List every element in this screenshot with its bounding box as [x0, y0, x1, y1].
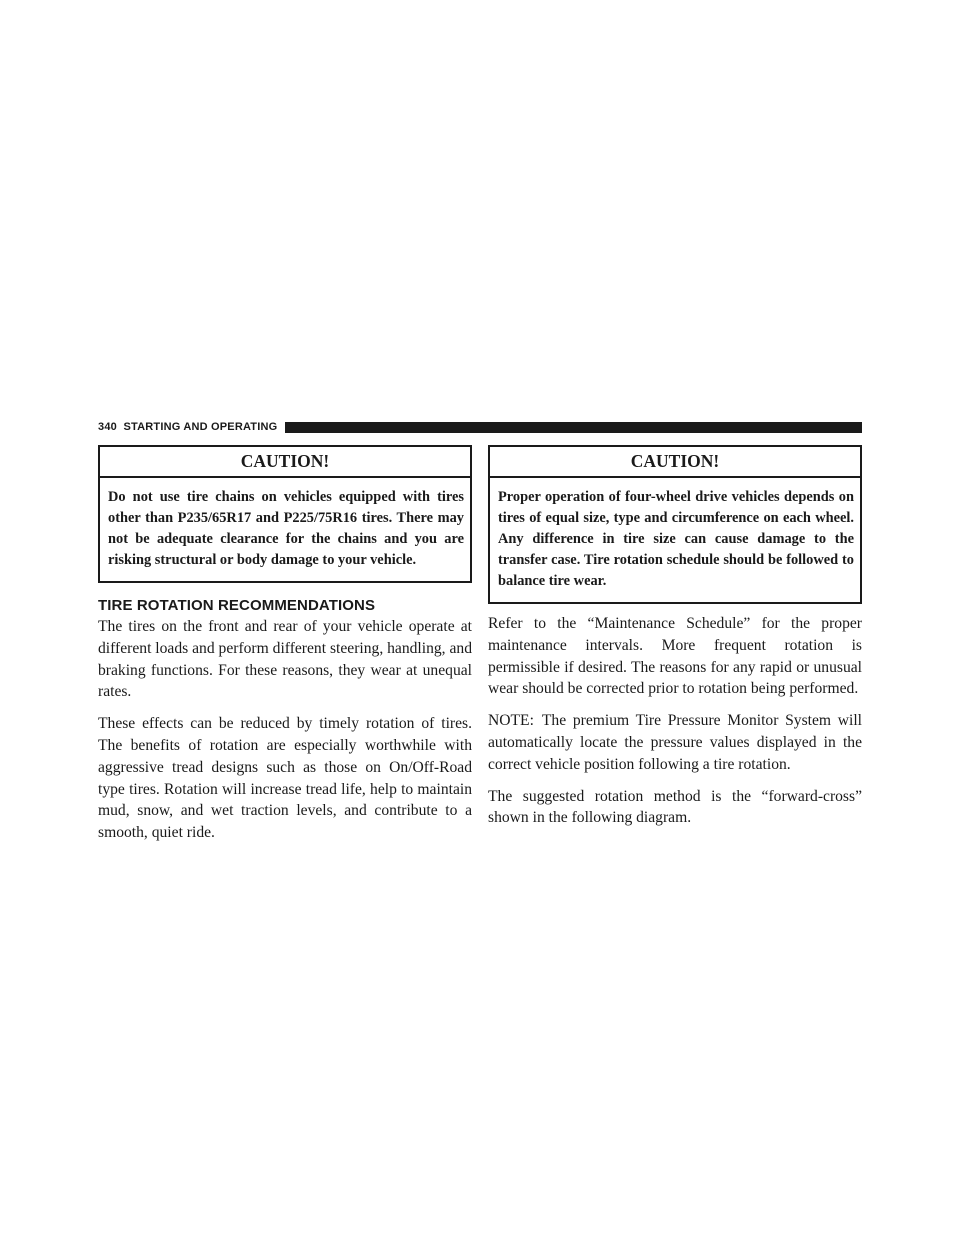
note-text: The premium Tire Pressure Monitor System will automatically locate the pressure values displayed in the correct vehicle position following a tire rotation. [488, 712, 862, 773]
caution-title: CAUTION! [100, 447, 470, 478]
caution-box-chains [98, 445, 472, 583]
paragraph: The tires on the front and rear of your vehicle operate at different loads and perform different steering, handling, and braking functions. For these reasons, they wear at unequal rates. [98, 618, 472, 701]
paragraph: These effects can be reduced by timely rotation of tires. The benefits of rotation are especially worthwhile with aggressive tread designs such as those on On/Off-Road type tires. Rotation will increase tread life, help to maintain mud, snow, and wet traction levels, and contribute to a smooth, quiet ride. [98, 715, 472, 842]
note-paragraph [488, 710, 862, 775]
note-label: NOTE: [488, 712, 534, 730]
page-header [98, 419, 862, 435]
right-paragraphs [488, 613, 862, 829]
right-column [488, 445, 862, 839]
caution-title: CAUTION! [490, 447, 860, 478]
header-text [98, 421, 285, 433]
caution-box-4wd [488, 445, 862, 604]
caution-body: Do not use tire chains on vehicles equipped with tires other than P235/65R17 and P225/75R16 tires. There may not be adequate clearance for the chains and you are risking structural or body damage to your vehicle. [108, 489, 464, 568]
caution-body: Proper operation of four-wheel drive vehicles depends on tires of equal size, type and circumference on each wheel. Any difference in tire size can cause damage to the transfer case. Tire rotation schedule should be followed to balance tire wear. [498, 489, 854, 589]
section-title: STARTING AND OPERATING [123, 421, 278, 433]
header-rule [285, 422, 862, 433]
page-number: 340 [98, 421, 117, 433]
paragraph: The suggested rotation method is the “forward-cross” shown in the following diagram. [488, 787, 862, 827]
left-column [98, 445, 472, 854]
section-heading: TIRE ROTATION RECOMMENDATIONS [98, 597, 376, 614]
paragraph: Refer to the “Maintenance Schedule” for the proper maintenance intervals. More frequent rotation is permissible if desired. The reasons for any rapid or unusual wear should be corrected prior to rotation being performed. [488, 615, 862, 698]
